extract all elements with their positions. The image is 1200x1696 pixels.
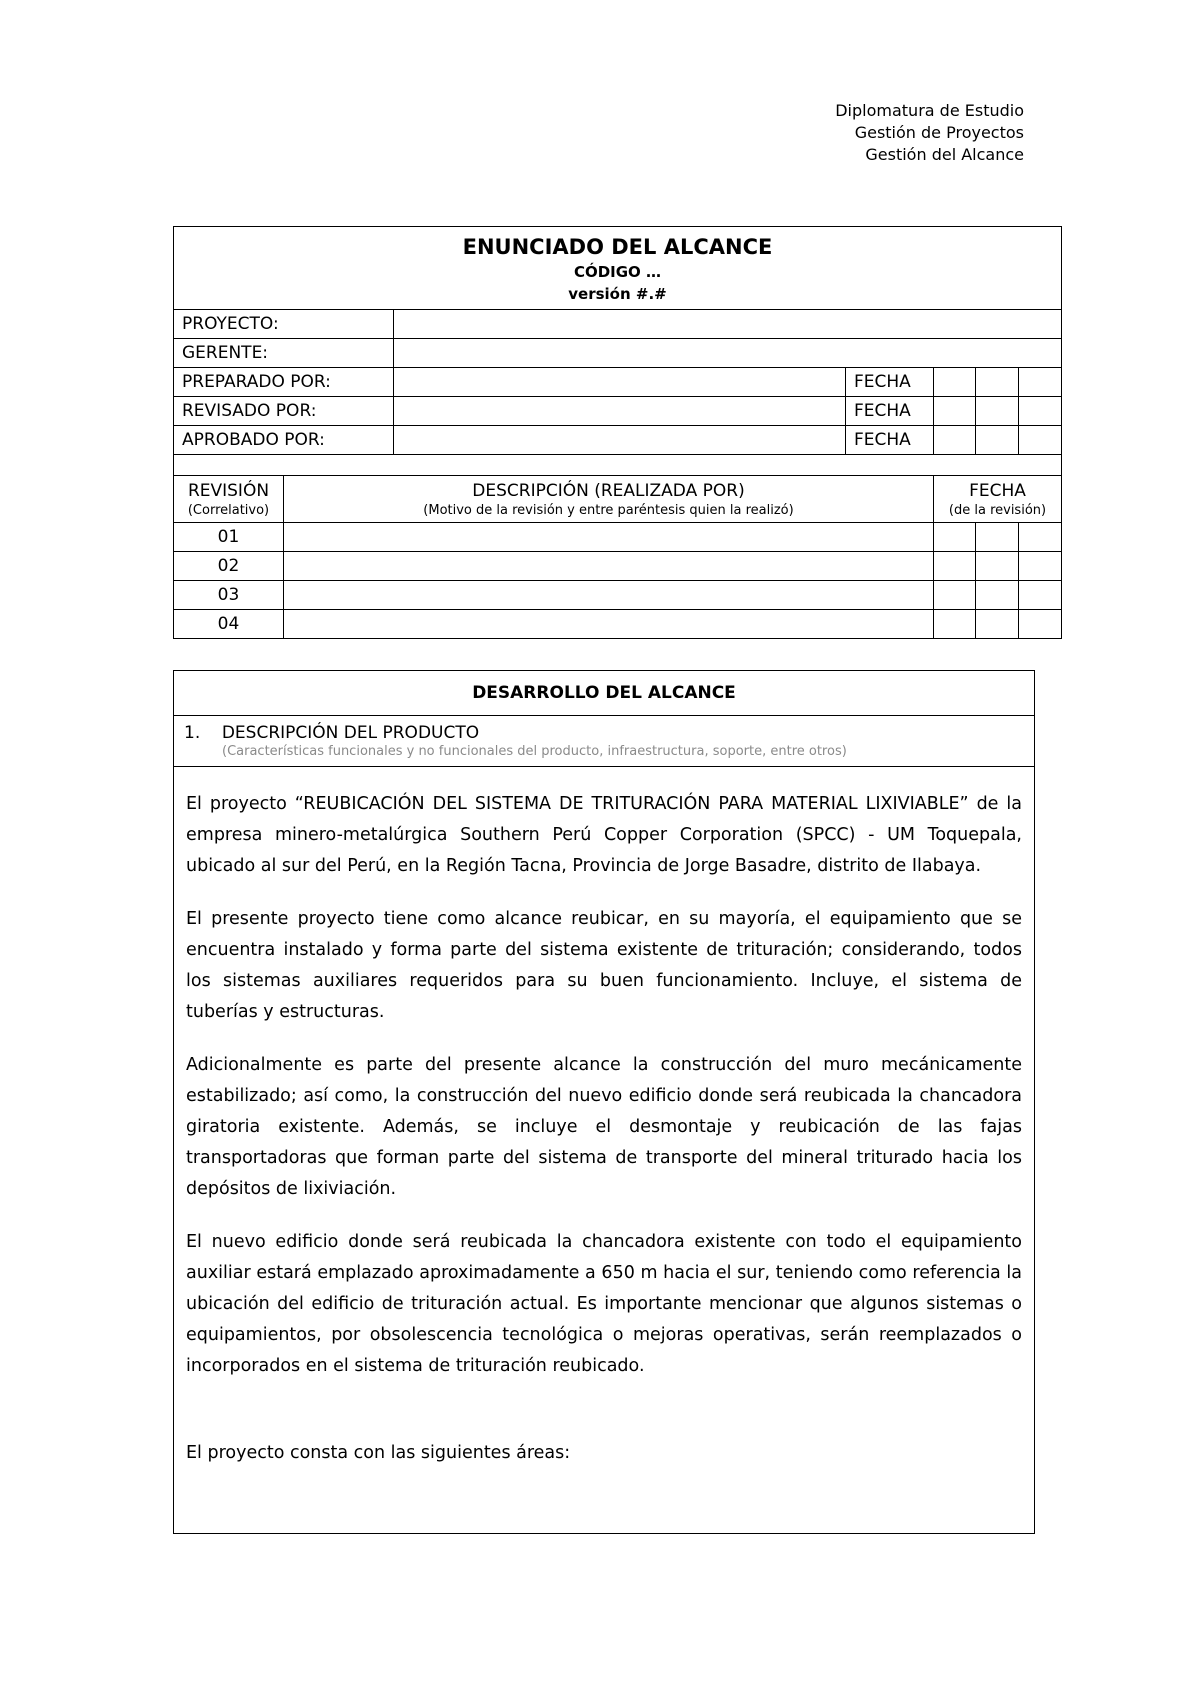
statement-code: CÓDIGO … <box>573 263 662 281</box>
revision-date-year[interactable] <box>1019 552 1062 581</box>
revision-date-day[interactable] <box>934 523 976 552</box>
description-header-sub: (Motivo de la revisión y entre paréntesis quien la realizó) <box>423 503 794 518</box>
document-header <box>835 100 1024 166</box>
revision-date-year[interactable] <box>1019 610 1062 639</box>
development-title: DESARROLLO DEL ALCANCE <box>174 671 1035 716</box>
manager-field[interactable] <box>394 339 1062 368</box>
revision-header-sub: (Correlativo) <box>187 503 270 518</box>
reviewed-by-field[interactable] <box>394 397 846 426</box>
revision-date-day[interactable] <box>934 610 976 639</box>
reviewed-date-label: FECHA <box>846 397 934 426</box>
header-line-gestion-proyectos: Gestión de Proyectos <box>854 123 1024 142</box>
paragraph-additional: Adicionalmente es parte del presente alcance la construcción del muro mecánicamente estabilizado; así como, la construcción del nuevo edificio donde será reubicada la chancadora giratoria existente. Además, se incluye el desmontaje y reubicación de las fajas transportadoras que forman parte del sistema de transporte del mineral triturado hacia los depósitos de lixiviación. <box>186 1055 1022 1199</box>
prepared-date-month[interactable] <box>976 368 1019 397</box>
paragraph-new-building: El nuevo edificio donde será reubicada la chancadora existente con todo el equipamiento auxiliar estará emplazado aproximadamente a 650 m hacia el sur, teniendo como referencia la ubicación del edificio de trituración actual. Es importante mencionar que algunos sistemas o equipamientos, por obsolescencia tecnológica o mejoras operativas, serán reemplazados o incorporados en el sistema de trituración reubicado. <box>186 1232 1022 1376</box>
paragraph-project: El proyecto “REUBICACIÓN DEL SISTEMA DE TRITURACIÓN PARA MATERIAL LIXIVIABLE” de la empresa minero-metalúrgica Southern Perú Copper Corporation (SPCC) - UM Toquepala, ubicado al sur del Perú, en la Región Tacna, Provincia de Jorge Basadre, distrito de Ilabaya. <box>186 794 1022 876</box>
revision-date-month[interactable] <box>976 552 1019 581</box>
paragraph-scope: El presente proyecto tiene como alcance reubicar, en su mayoría, el equipamiento que se encuentra instalado y forma parte del sistema existente de trituración; considerando, todos los sistemas auxiliares requeridos para su buen funcionamiento. Incluye, el sistema de tuberías y estructuras. <box>186 909 1022 1022</box>
reviewed-date-year[interactable] <box>1019 397 1062 426</box>
revision-row <box>174 610 1062 639</box>
revision-date-year[interactable] <box>1019 581 1062 610</box>
approved-date-month[interactable] <box>976 426 1019 455</box>
prepared-by-field[interactable] <box>394 368 846 397</box>
revision-description-field[interactable] <box>284 581 934 610</box>
revision-date-year[interactable] <box>1019 523 1062 552</box>
revision-header-title: REVISIÓN <box>187 481 270 501</box>
prepared-date-label: FECHA <box>846 368 934 397</box>
revision-row <box>174 581 1062 610</box>
approved-by-field[interactable] <box>394 426 846 455</box>
approved-date-year[interactable] <box>1019 426 1062 455</box>
header-line-diplomatura: Diplomatura de Estudio <box>835 101 1024 120</box>
section-product-description-title: 1. DESCRIPCIÓN DEL PRODUCTO <box>184 723 480 743</box>
section-product-description-note: (Características funcionales y no funcionales del producto, infraestructura, soporte, entre otros) <box>222 744 847 759</box>
revision-number: 01 <box>174 523 284 552</box>
manager-label: GERENTE: <box>174 339 394 368</box>
prepared-date-year[interactable] <box>1019 368 1062 397</box>
project-field[interactable] <box>394 310 1062 339</box>
spacer-row <box>174 455 1062 476</box>
description-column-header <box>284 476 934 523</box>
prepared-date-day[interactable] <box>934 368 976 397</box>
header-line-gestion-alcance: Gestión del Alcance <box>865 145 1024 164</box>
revision-row <box>174 523 1062 552</box>
scope-statement-table <box>173 226 1062 639</box>
reviewed-date-day[interactable] <box>934 397 976 426</box>
date-column-header <box>934 476 1062 523</box>
revision-number: 04 <box>174 610 284 639</box>
statement-title-cell <box>174 227 1062 310</box>
revision-number: 02 <box>174 552 284 581</box>
approved-date-day[interactable] <box>934 426 976 455</box>
revision-date-month[interactable] <box>976 523 1019 552</box>
description-header-title: DESCRIPCIÓN (REALIZADA POR) <box>472 481 745 501</box>
paragraph-areas: El proyecto consta con las siguientes áreas: <box>186 1443 571 1463</box>
scope-development-table <box>173 670 1035 1534</box>
revision-description-field[interactable] <box>284 610 934 639</box>
section-header-cell <box>174 716 1035 767</box>
reviewed-date-month[interactable] <box>976 397 1019 426</box>
revision-number: 03 <box>174 581 284 610</box>
product-description-body <box>174 767 1035 1534</box>
revision-description-field[interactable] <box>284 552 934 581</box>
reviewed-by-label: REVISADO POR: <box>174 397 394 426</box>
revision-date-day[interactable] <box>934 552 976 581</box>
revision-column-header <box>174 476 284 523</box>
statement-title: ENUNCIADO DEL ALCANCE <box>462 235 773 259</box>
project-label: PROYECTO: <box>174 310 394 339</box>
date-header-title: FECHA <box>969 481 1026 501</box>
revision-date-day[interactable] <box>934 581 976 610</box>
approved-date-label: FECHA <box>846 426 934 455</box>
revision-date-month[interactable] <box>976 610 1019 639</box>
revision-row <box>174 552 1062 581</box>
prepared-by-label: PREPARADO POR: <box>174 368 394 397</box>
date-header-sub: (de la revisión) <box>948 503 1047 518</box>
approved-by-label: APROBADO POR: <box>174 426 394 455</box>
statement-version: versión #.# <box>568 285 667 303</box>
revision-description-field[interactable] <box>284 523 934 552</box>
revision-date-month[interactable] <box>976 581 1019 610</box>
